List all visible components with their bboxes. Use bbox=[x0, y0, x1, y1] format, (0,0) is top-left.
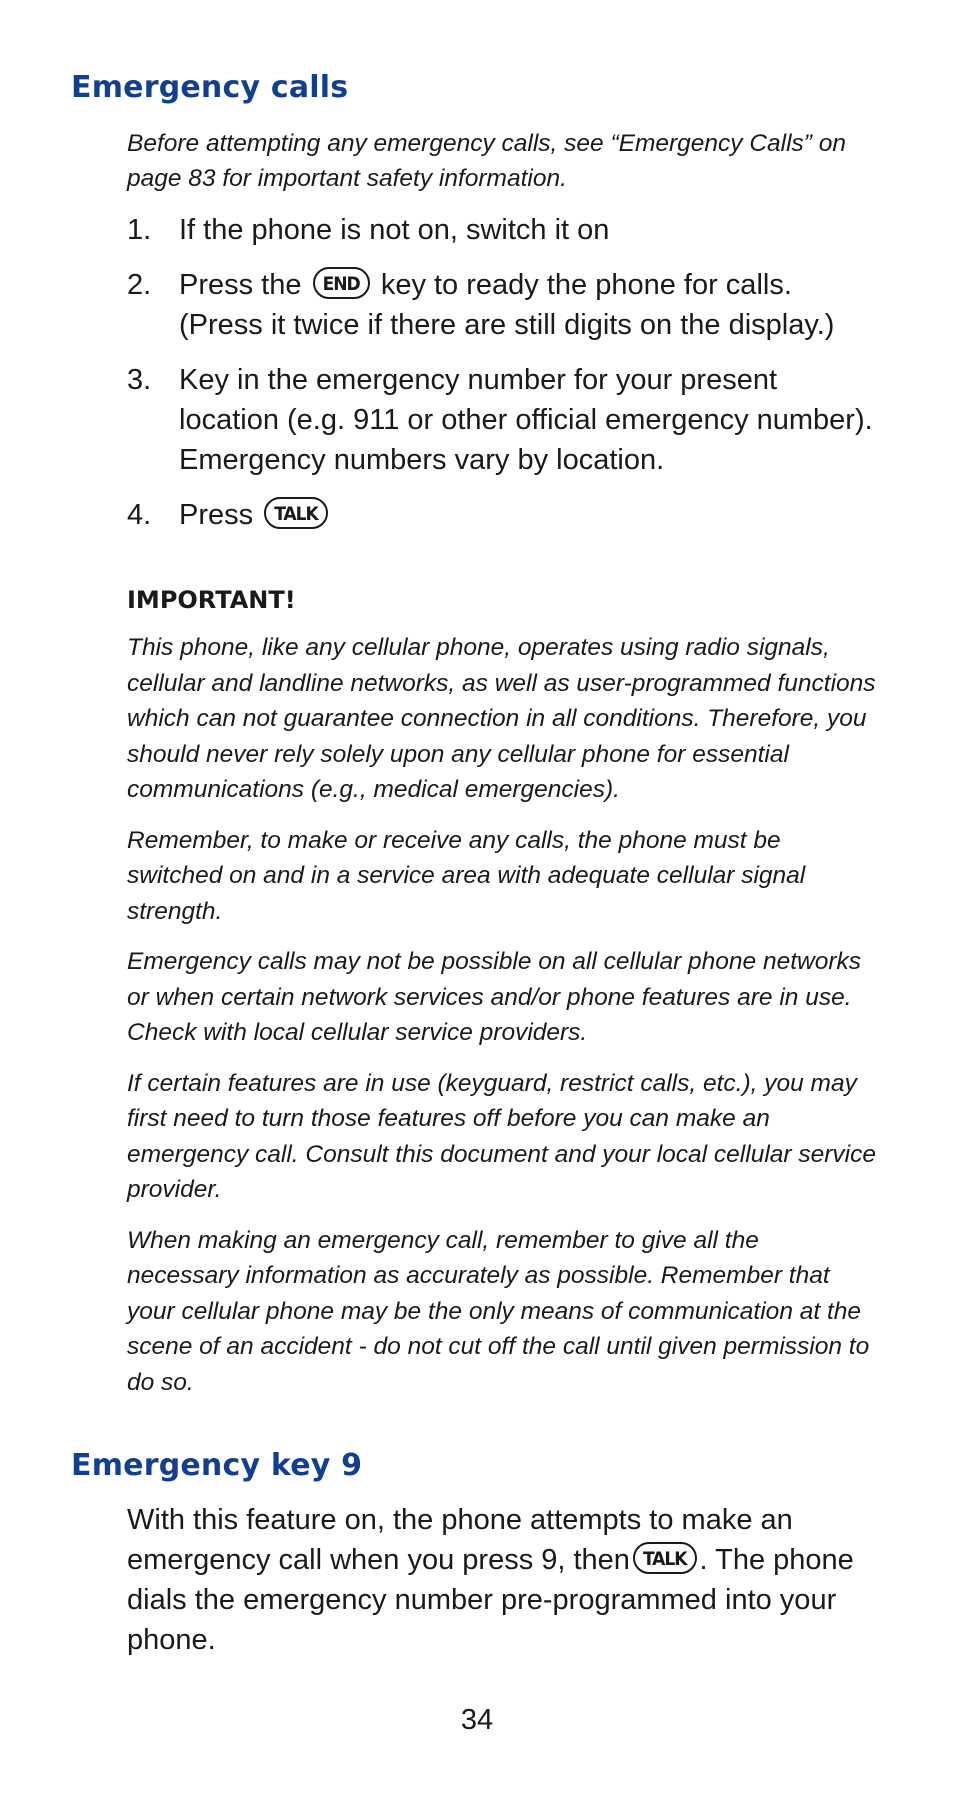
important-paragraph: Remember, to make or receive any calls, the phone must be switched on and in a service area with adequate cellular signal strength. bbox=[127, 826, 806, 925]
important-paragraph: When making an emergency call, remember to give all the necessary information as accurately as possible. Remember that your cellular phone may be the only means of communication at the scene of an accident - do not cut off the call until given permission to do so. bbox=[127, 1226, 870, 1396]
steps-list bbox=[127, 210, 877, 550]
step-1 bbox=[127, 210, 877, 250]
intro-note: Before attempting any emergency calls, see “Emergency Calls” on page 83 for important safety information. bbox=[127, 130, 846, 192]
important-paragraph: This phone, like any cellular phone, operates using radio signals, cellular and landline networks, as well as user-programmed functions which can not guarantee connection in all conditions. Therefore, you should never rely solely upon any cellular phone for essential communications (e.g., medical emergencies). bbox=[127, 634, 876, 803]
step-2 bbox=[127, 265, 877, 345]
step-text: If the phone is not on, switch it on bbox=[179, 214, 610, 246]
step-number: 3. bbox=[127, 364, 152, 396]
talk-key-icon: TALK bbox=[264, 497, 328, 529]
step-3 bbox=[127, 360, 877, 480]
step-number: 1. bbox=[127, 214, 152, 246]
step-text-before-key: Press the bbox=[179, 269, 302, 301]
talk-key-icon: TALK bbox=[633, 1542, 697, 1574]
important-paragraph: If certain features are in use (keyguard, restrict calls, etc.), you may first need to turn those features off before you can make an emergency call. Consult this document and your local cellular service provider. bbox=[127, 1069, 876, 1203]
section-title-emergency-key-9: Emergency key 9 bbox=[71, 1448, 363, 1483]
step-text-before-key: Press bbox=[179, 499, 254, 531]
section-title-emergency-calls: Emergency calls bbox=[71, 70, 349, 105]
step-text-after-key: key to ready the phone for calls. (Press it twice if there are still digits on the display.) bbox=[179, 269, 835, 341]
emergency-key-description bbox=[127, 1500, 877, 1660]
step-text: Key in the emergency number for your present location (e.g. 911 or other official emergency number). Emergency numbers vary by location. bbox=[179, 364, 873, 476]
step-4 bbox=[127, 495, 877, 535]
end-key-icon: END bbox=[313, 267, 370, 299]
important-paragraph: Emergency calls may not be possible on all cellular phone networks or when certain network services and/or phone features are in use. Check with local cellular service providers. bbox=[127, 948, 862, 1046]
page-number: 34 bbox=[460, 1704, 494, 1736]
description-text-after-key: . The phone dials the emergency number pre-programmed into your phone. bbox=[127, 1544, 854, 1656]
step-number: 4. bbox=[127, 499, 152, 531]
important-notes bbox=[127, 630, 877, 1415]
description-text-before-key: With this feature on, the phone attempts to make an emergency call when you press 9, then bbox=[127, 1504, 793, 1576]
important-label: IMPORTANT! bbox=[127, 586, 296, 614]
step-number: 2. bbox=[127, 269, 152, 301]
